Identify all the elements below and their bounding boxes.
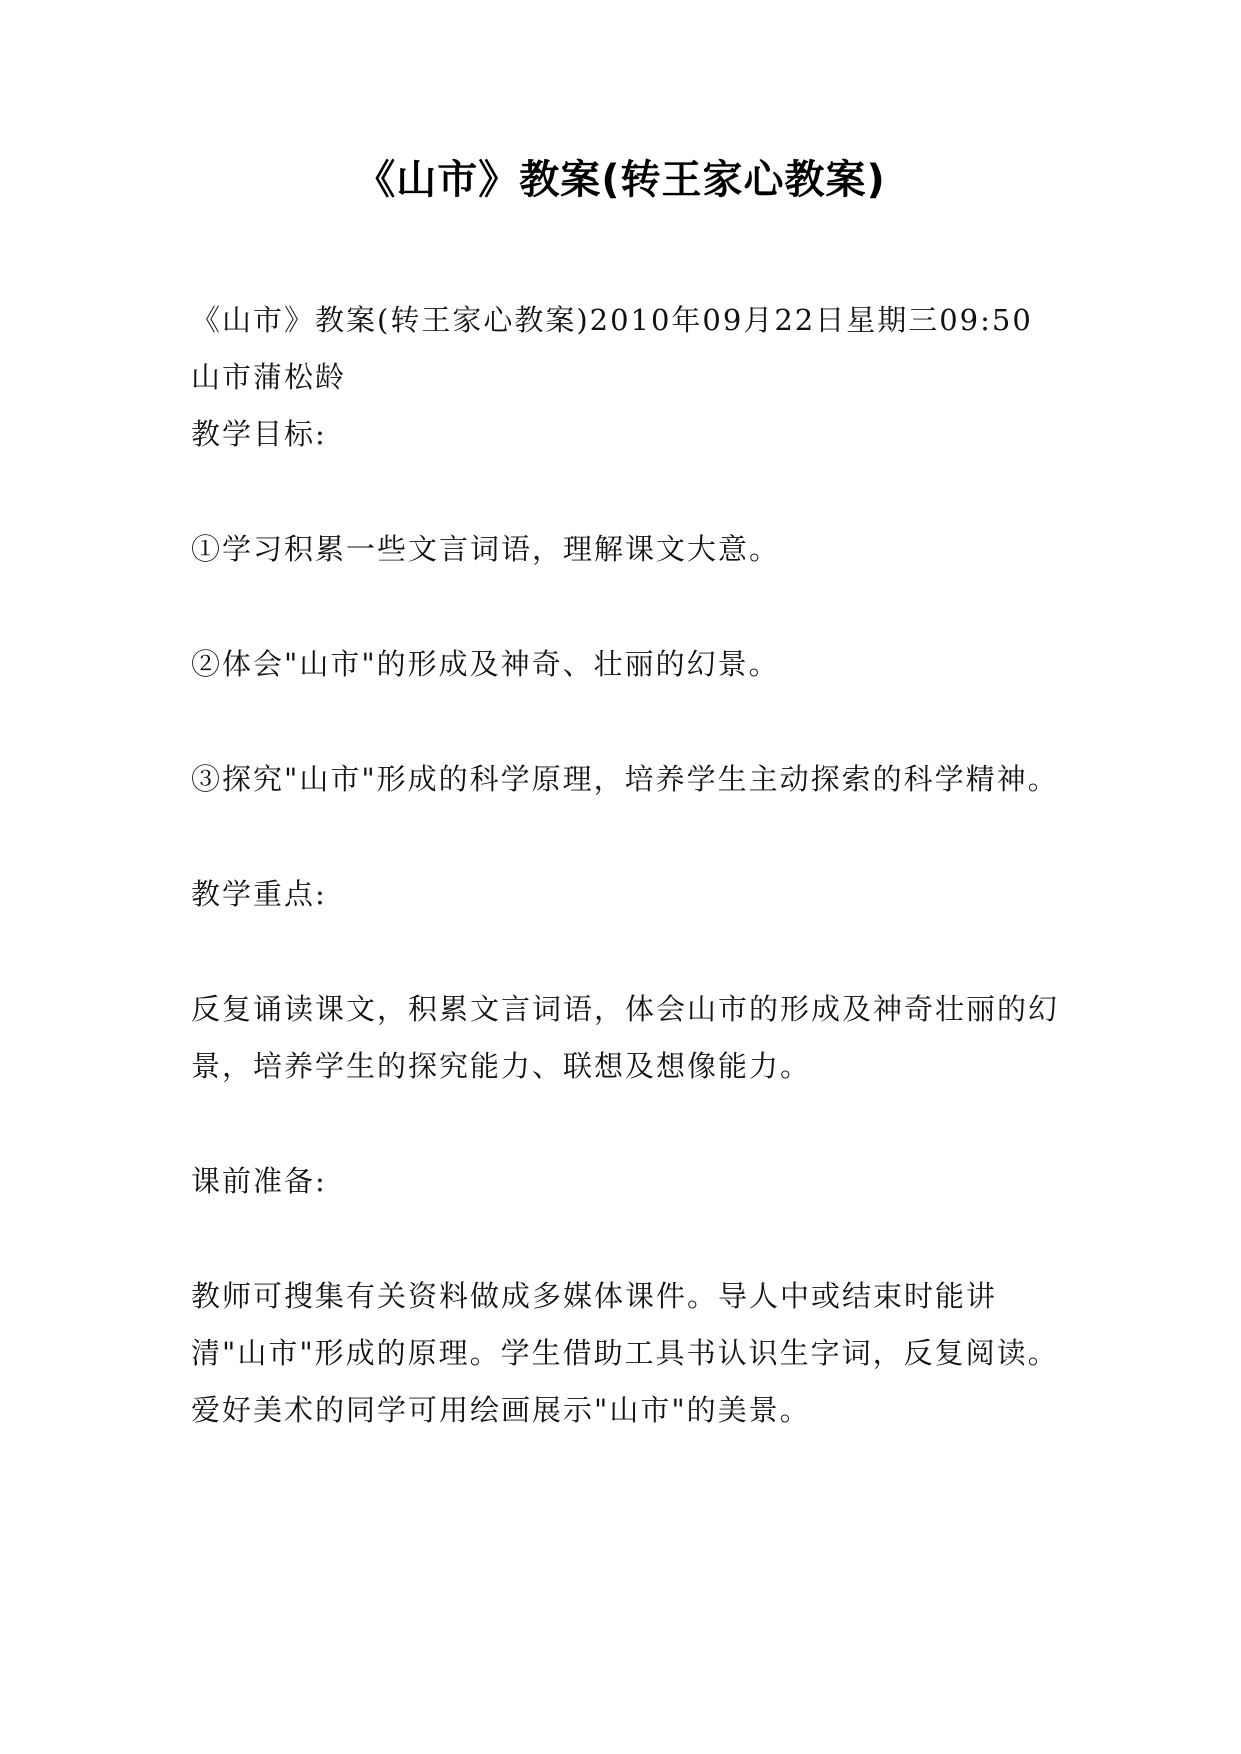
paragraph-gap bbox=[191, 1210, 1061, 1268]
prep-heading: 课前准备: bbox=[191, 1164, 327, 1198]
paragraph-gap bbox=[191, 693, 1061, 751]
focus-heading: 教学重点: bbox=[191, 877, 327, 911]
objective-item-1: ①学习积累一些文言词语，理解课文大意。 bbox=[191, 532, 781, 566]
paragraph-gap bbox=[191, 923, 1061, 981]
meta-line: 《山市》教案(转王家心教案)2010年09月22日星期三09:50山市蒲松龄 bbox=[191, 303, 1033, 394]
focus-text: 反复诵读课文，积累文言词语，体会山市的形成及神奇壮丽的幻景，培养学生的探究能力、联想及想像能力。 bbox=[191, 992, 1060, 1083]
document-title: 《山市》教案(转王家心教案) bbox=[355, 157, 886, 203]
objective-item-2: ②体会"山市"的形成及神奇、壮丽的幻景。 bbox=[191, 647, 780, 681]
paragraph-gap bbox=[191, 1095, 1061, 1153]
paragraph-gap bbox=[191, 578, 1061, 636]
paragraph-gap bbox=[191, 808, 1061, 866]
prep-text: 教师可搜集有关资料做成多媒体课件。导人中或结束时能讲清"山市"形成的原理。学生借助工具书认识生字词，反复阅读。爱好美术的同学可用绘画展示"山市"的美景。 bbox=[191, 1279, 1059, 1427]
objective-item-3: ③探究"山市"形成的科学原理，培养学生主动探索的科学精神。 bbox=[191, 762, 1059, 796]
paragraph-gap bbox=[191, 463, 1061, 521]
document-body bbox=[191, 292, 1061, 1439]
objectives-heading: 教学目标: bbox=[191, 417, 327, 451]
